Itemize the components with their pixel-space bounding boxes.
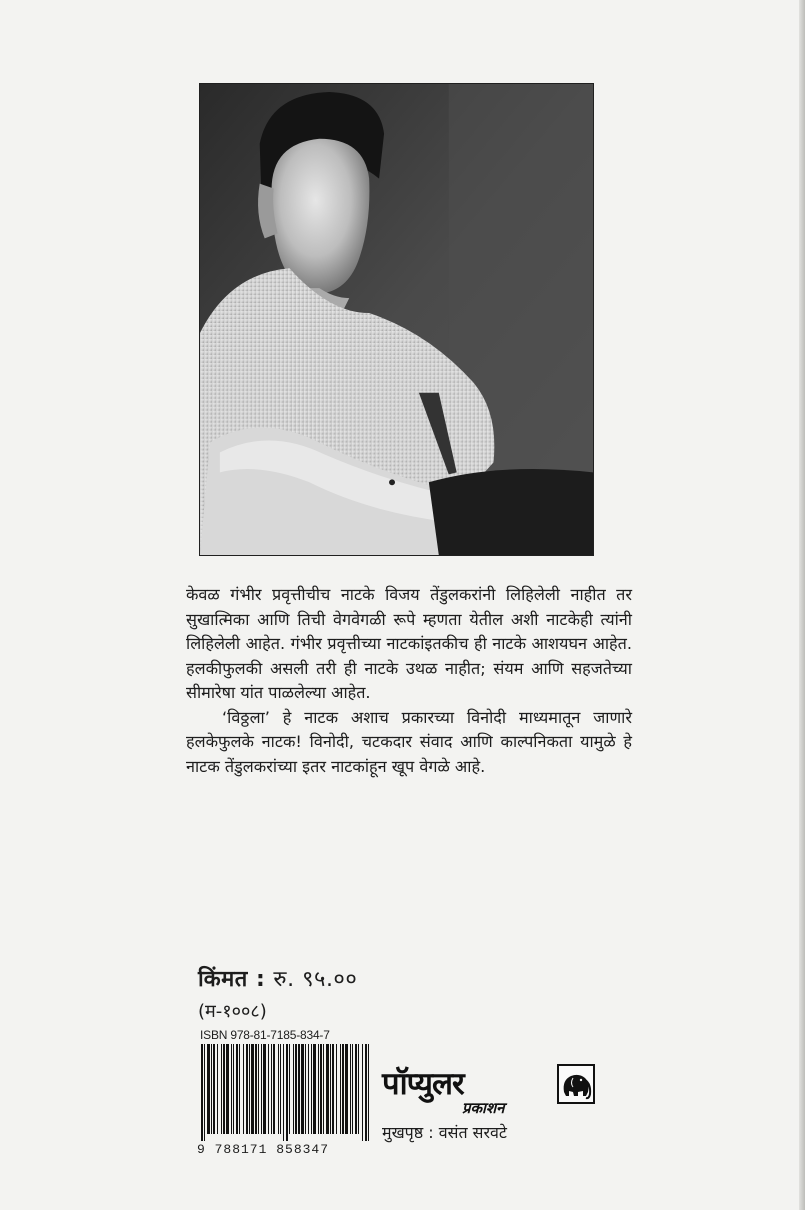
publisher-subtitle: प्रकाशन	[462, 1099, 505, 1117]
isbn-text: ISBN 978-81-7185-834-7	[200, 1028, 330, 1042]
cover-edge	[799, 0, 805, 1210]
cover-artist-credit: मुखपृष्ठ : वसंत सरवटे	[382, 1123, 507, 1142]
blurb-paragraph-1: केवळ गंभीर प्रवृत्तीचीच नाटके विजय तेंडुलकरांनी लिहिलेली नाहीत तर सुखात्मिका आणि तिची वेगवेगळी रूपे म्हणता येतील अशी नाटकेही त्यांनी लिहिलेली आहेत. गंभीर प्रवृत्तीच्या नाटकांइतकीच ही नाटके आशयघन आहेत. हलकीफुलकी असली तरी ही नाटके उथळ नाहीत; संयम आणि सहजतेच्या सीमारेषा यांत पाळलेल्या आहेत.	[186, 585, 632, 702]
description-blurb	[186, 583, 632, 779]
catalog-code: (म-१००८)	[198, 1001, 267, 1022]
barcode-digits: 9 788171 858347	[197, 1142, 330, 1157]
price-label: किंमत :	[198, 967, 274, 992]
price-line	[198, 963, 357, 993]
barcode-bars	[197, 1044, 373, 1141]
price-block	[198, 963, 357, 1023]
price-value: रु. ९५.००	[273, 967, 358, 992]
elephant-icon	[557, 1064, 595, 1104]
publisher-block	[382, 1062, 602, 1152]
author-photo	[199, 83, 594, 556]
publisher-name: पॉप्युलर	[382, 1066, 464, 1102]
isbn-barcode	[197, 1028, 375, 1157]
author-portrait-image	[200, 84, 593, 555]
blurb-paragraph-2: ‘विठ्ठला’ हे नाटक अशाच प्रकारच्या विनोदी माध्यमातून जाणारे हलकेफुलके नाटक! विनोदी, चटकदार संवाद आणि काल्पनिकता यामुळे हे नाटक तेंडुलकरांच्या इतर नाटकांहून खूप वेगळे आहे.	[186, 707, 632, 776]
